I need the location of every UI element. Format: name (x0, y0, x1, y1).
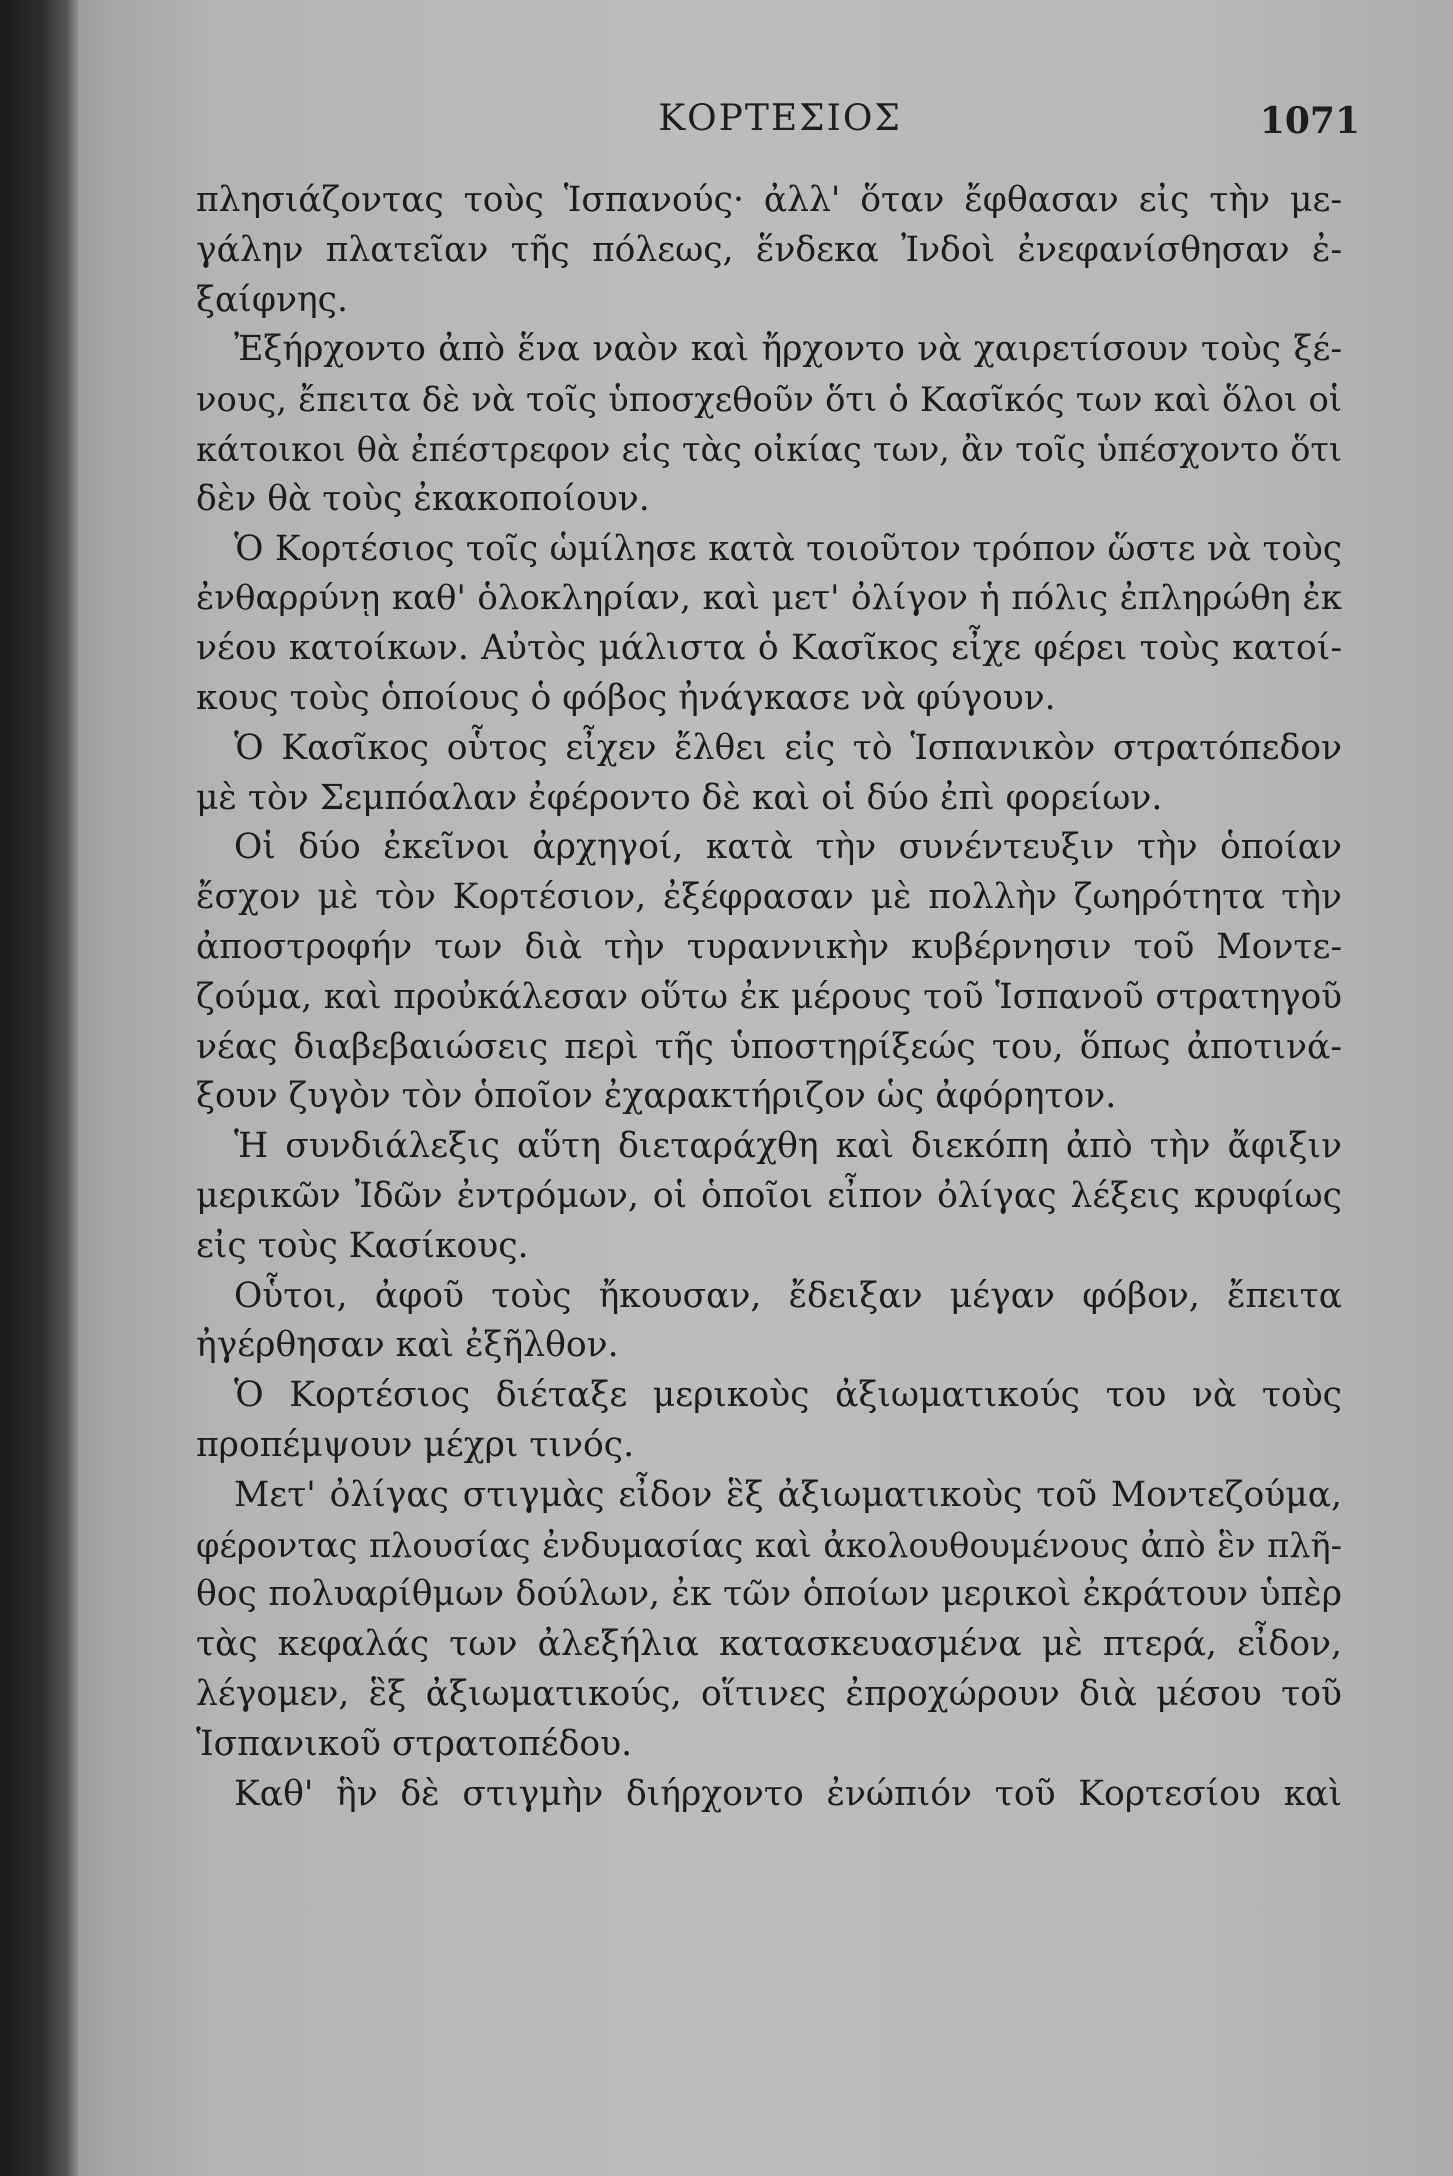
text-line: ζούμα, καὶ προὐκάλεσαν οὕτω ἐκ μέρους τοῦ Ἱσπανοῦ στρατηγοῦ (196, 976, 1342, 1017)
text-line: τὰς κεφαλάς των ἀλεξήλια κατασκευασμένα μὲ πτερά, εἶδον, (196, 1624, 1342, 1665)
text-line: νέας διαβεβαιώσεις περὶ τῆς ὑποστηρίξεώς του, ὅπως ἀποτινά- (196, 1026, 1342, 1067)
text-line: μὲ τὸν Σεμπόαλαν ἐφέροντο δὲ καὶ οἱ δύο ἐπὶ φορείων. (196, 777, 1163, 818)
text-line: Οἱ δύο ἐκεῖνοι ἀρχηγοί, κατὰ τὴν συνέντευξιν τὴν ὁποίαν (234, 827, 1342, 868)
running-title: ΚΟΡΤΕΣΙΟΣ (658, 98, 902, 139)
text-line: Οὗτοι, ἀφοῦ τοὺς ἤκουσαν, ἔδειξαν μέγαν φόβον, ἔπειτα (234, 1275, 1342, 1316)
text-line: Ὁ Κορτέσιος τοῖς ὡμίλησε κατὰ τοιοῦτον τρόπον ὥστε νὰ τοὺς (234, 528, 1342, 569)
text-line: ἀποστροφήν των διὰ τὴν τυραννικὴν κυβέρνησιν τοῦ Μοντε- (196, 926, 1342, 967)
text-line: ἐνθαρρύνῃ καθ' ὁλοκληρίαν, καὶ μετ' ὀλίγον ἡ πόλις ἐπληρώθη ἐκ (196, 578, 1342, 619)
text-line: λέγομεν, ἓξ ἀξιωματικούς, οἵτινες ἐπροχώρουν διὰ μέσου τοῦ (196, 1673, 1342, 1714)
text-line: ἠγέρθησαν καὶ ἐξῆλθον. (196, 1325, 619, 1366)
text-line: Ἐξήρχοντο ἀπὸ ἕνα ναὸν καὶ ἤρχοντο νὰ χαιρετίσουν τοὺς ξέ- (234, 329, 1342, 370)
text-line: μερικῶν Ἰδῶν ἐντρόμων, οἱ ὁποῖοι εἶπον ὀλίγας λέξεις κρυφίως (196, 1175, 1342, 1216)
text-line: Ἱσπανικοῦ στρατοπέδου. (196, 1723, 633, 1764)
text-line: κάτοικοι θὰ ἐπέστρεφον εἰς τὰς οἰκίας των, ἂν τοῖς ὑπέσχοντο ὅτι (196, 429, 1342, 469)
body-text (196, 176, 1342, 1819)
text-line: Ὁ Κασῖκος οὗτος εἶχεν ἔλθει εἰς τὸ Ἱσπανικὸν στρατόπεδον (234, 727, 1342, 768)
text-line: εἰς τοὺς Κασίκους. (196, 1225, 529, 1266)
text-line: νέου κατοίκων. Αὐτὸς μάλιστα ὁ Κασῖκος εἶχε φέρει τοὺς κατοί- (196, 628, 1342, 669)
page-number: 1071 (1259, 100, 1360, 142)
text-line: Μετ' ὀλίγας στιγμὰς εἶδον ἓξ ἀξιωματικοὺς τοῦ Μοντεζούμα, (234, 1474, 1342, 1515)
text-line: νους, ἔπειτα δὲ νὰ τοῖς ὑποσχεθοῦν ὅτι ὁ Κασῖκός των καὶ ὅλοι οἱ (196, 380, 1342, 420)
text-line: γάλην πλατεῖαν τῆς πόλεως, ἕνδεκα Ἰνδοὶ ἐνεφανίσθησαν ἐ- (196, 229, 1342, 270)
text-line: ξουν ζυγὸν τὸν ὁποῖον ἐχαρακτήριζον ὡς ἀφόρητον. (196, 1076, 1117, 1117)
text-line: προπέμψουν μέχρι τινός. (196, 1424, 635, 1465)
text-line: θος πολυαρίθμων δούλων, ἐκ τῶν ὁποίων μερικοὶ ἐκράτουν ὑπὲρ (196, 1574, 1342, 1615)
book-spine-shadow (0, 0, 78, 2176)
text-line: κους τοὺς ὁποίους ὁ φόβος ἠνάγκασε νὰ φύγουν. (196, 677, 1056, 718)
text-line: πλησιάζοντας τοὺς Ἱσπανούς· ἀλλ' ὅταν ἔφθασαν εἰς τὴν με- (196, 180, 1342, 220)
text-line: Καθ' ἣν δὲ στιγμὴν διήρχοντο ἐνώπιόν τοῦ Κορτεσίου καὶ (234, 1773, 1342, 1814)
text-line: Ὁ Κορτέσιος διέταξε μερικοὺς ἀξιωματικούς του νὰ τοὺς (234, 1375, 1342, 1416)
text-line: Ἡ συνδιάλεξις αὕτη διεταράχθη καὶ διεκόπη ἀπὸ τὴν ἄφιξιν (234, 1126, 1342, 1167)
text-line: ἔσχον μὲ τὸν Κορτέσιον, ἐξέφρασαν μὲ πολλὴν ζωηρότητα τὴν (196, 877, 1342, 918)
text-line: δὲν θὰ τοὺς ἐκακοποίουν. (196, 478, 650, 519)
page-header (200, 98, 1360, 158)
text-line: φέροντας πλουσίας ἐνδυμασίας καὶ ἀκολουθουμένους ἀπὸ ἓν πλῆ- (196, 1525, 1342, 1565)
text-line: ξαίφνης. (196, 279, 348, 320)
